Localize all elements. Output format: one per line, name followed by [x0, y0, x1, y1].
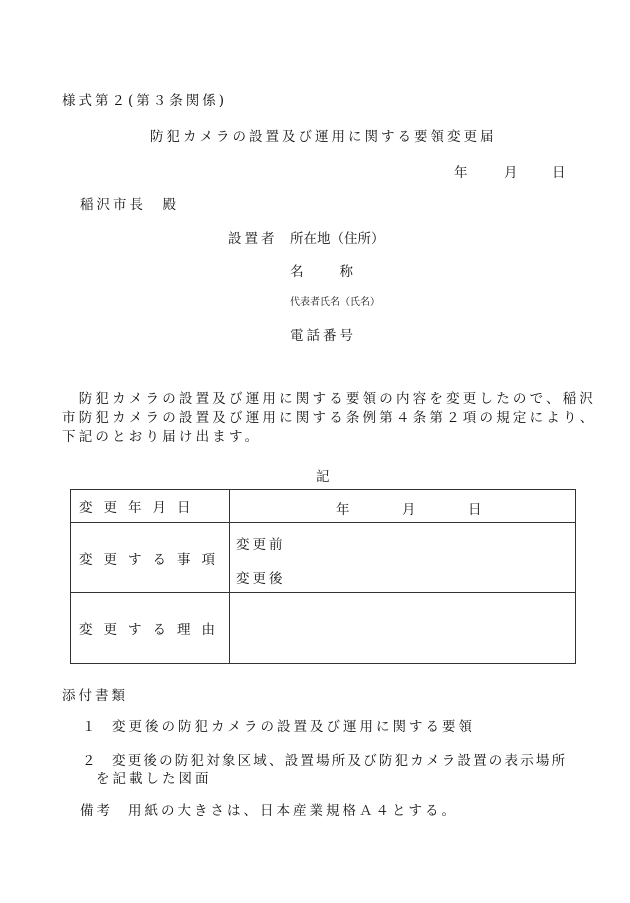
table-row — [71, 490, 576, 523]
table-row — [71, 593, 576, 664]
change-table — [70, 489, 576, 664]
addressee: 稲沢市長 殿 — [80, 197, 179, 213]
change-after-label: 変更後 — [236, 571, 286, 587]
applicant-heading: 設置者 — [228, 231, 278, 247]
applicant-representative-label: 代表者氏名（氏名） — [290, 297, 380, 308]
attachment-2-number: ２ — [82, 753, 96, 769]
attachment-2-text-line1: 変更後の防犯対象区域、設置場所及び防犯カメラ設置の表示場所 — [112, 753, 568, 769]
body-line-3: 下記のとおり届け出ます。 — [62, 429, 262, 445]
date-year: 年 — [454, 165, 468, 181]
attachment-1-number: １ — [82, 719, 96, 735]
change-reason-label: 変更する理由 — [71, 593, 230, 664]
change-date-label: 変更年月日 — [71, 490, 230, 523]
form-number: 様式第２(第３条関係) — [62, 93, 228, 109]
change-date-cell[interactable] — [230, 490, 576, 523]
form-title: 防犯カメラの設置及び運用に関する要領変更届 — [150, 129, 497, 145]
note-text: 用紙の大きさは、日本産業規格Ａ４とする。 — [128, 803, 458, 819]
change-before-label: 変更前 — [236, 537, 286, 553]
change-reason-cell[interactable] — [230, 593, 576, 664]
applicant-phone-label: 電話番号 — [290, 328, 356, 344]
attachments-heading: 添付書類 — [62, 688, 128, 704]
body-line-1: 防犯カメラの設置及び運用に関する要領の内容を変更したので、稲沢 — [62, 391, 597, 407]
table-row — [71, 523, 576, 593]
change-date-year: 年 — [336, 502, 350, 518]
change-date-month: 月 — [402, 502, 416, 518]
ki-heading: 記 — [316, 469, 330, 485]
attachment-2-text-line2: を記載した図面 — [96, 771, 212, 787]
body-line-2: 市防犯カメラの設置及び運用に関する条例第４条第２項の規定により、 — [62, 410, 597, 426]
date-month: 月 — [504, 165, 518, 181]
attachment-1-text: 変更後の防犯カメラの設置及び運用に関する要領 — [112, 719, 475, 735]
change-item-label: 変更する事項 — [71, 523, 230, 593]
date-day: 日 — [552, 165, 566, 181]
applicant-name-label: 名 称 — [290, 264, 356, 280]
applicant-address-label: 所在地（住所） — [290, 231, 385, 247]
change-date-day: 日 — [468, 502, 482, 518]
note-label: 備考 — [80, 803, 113, 819]
change-item-cell[interactable] — [230, 523, 576, 593]
